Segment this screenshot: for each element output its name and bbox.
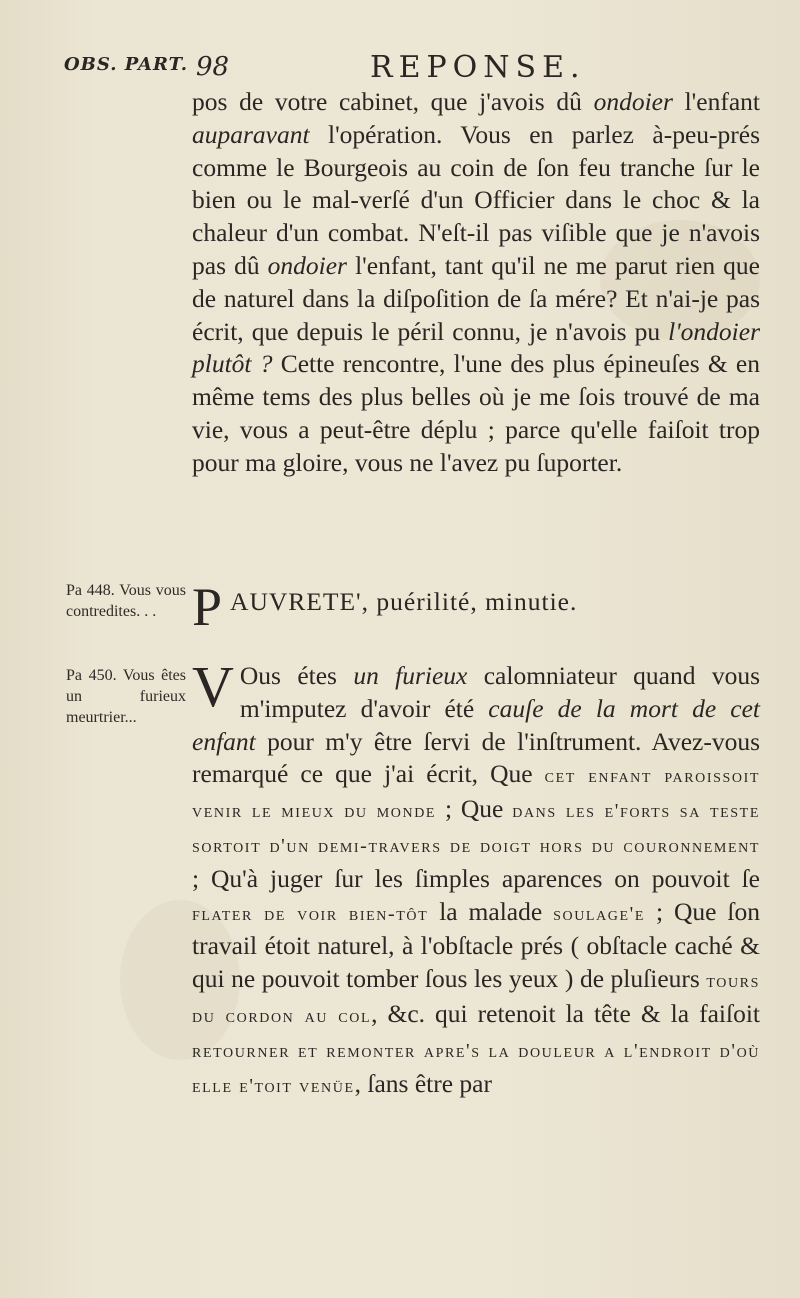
text-run: ; Que xyxy=(436,794,513,824)
italic-text: ondoier xyxy=(267,250,347,280)
text-run: pour m'y être ſervi de l'inſtrument. Avez-vous remarqué ce que j'ai écrit, Que xyxy=(192,726,760,789)
page-number: 98 xyxy=(196,52,230,82)
margin-note-2: Pa 450. Vous êtes un furieux meurtrier... xyxy=(66,667,186,726)
text-run: , ſans être par xyxy=(354,1068,492,1098)
heading-text: AUVRETE', puérilité, minutie. xyxy=(230,587,578,616)
running-title-left: OBS. PART. xyxy=(64,54,188,75)
italic-text: l'ondoier plutôt ? xyxy=(192,316,760,379)
text-run: ; Que ſon travail étoit naturel, à l'obſtacle prés ( obſtacle caché & qui ne pouvoit tomber ſous les yeux ) de pluſieurs xyxy=(192,896,760,994)
small-caps-text: soulage'e xyxy=(553,902,646,925)
text-run: la malade xyxy=(428,896,554,926)
paragraph-1 xyxy=(192,86,760,480)
text-run: Ous étes xyxy=(239,661,354,690)
small-caps-text: tours du cordon au col xyxy=(192,970,760,1027)
small-caps-text: retourner et remonter apre's la douleur a l'endroit d'où elle e'toit venüe xyxy=(192,1039,760,1097)
italic-text: cauſe de la mort de cet enfant xyxy=(192,693,760,756)
italic-text: ondoier xyxy=(593,87,673,116)
paragraph-2 xyxy=(192,654,761,1102)
text-run: , &c. qui retenoit la tête & la faiſoit xyxy=(371,998,760,1028)
text-run: ; Qu'à juger ſur les ſimples aparences on pouvoit ſe xyxy=(192,863,760,893)
page-title: REPONSE. xyxy=(370,50,586,85)
text-run: pos de votre cabinet, que j'avois dû xyxy=(192,87,594,116)
italic-text: un furieux xyxy=(353,661,468,690)
heading-initial: P xyxy=(192,577,223,637)
small-caps-text: cet enfant paroissoit venir le mieux du monde xyxy=(192,765,760,823)
small-caps-text: flater de voir bien-tôt xyxy=(192,902,429,925)
text-run: Cette rencontre, l'une des plus épineuſes & en même tems des plus belles où je me ſois trouvé de ma vie, vous a peut-être déplu ; parce qu'elle faiſoit trop pour ma gloire, vous ne l'avez pu ſuporter. xyxy=(192,349,760,477)
section-heading xyxy=(192,577,760,637)
text-run: calomniateur quand vous m'imputez d'avoir été xyxy=(239,661,761,723)
text-run: l'enfant, tant qu'il ne me parut rien que de naturel dans la diſpoſition de ſa mére? Et n'ai-je pas écrit, que depuis le péril connu, je n'avois pu xyxy=(192,250,760,346)
margin-note-1: Pa 448. Vous vous contredites. . . xyxy=(66,582,186,620)
text-run: l'opération. Vous en parlez à-peu-prés comme le Bourgeois au coin de ſon feu tranche ſur le bien ou le mal-verſé d'un Officier dans le choc & la chaleur d'un combat. N'eſt-il pas viſible que je n'avois pas dû xyxy=(192,119,760,280)
italic-text: auparavant xyxy=(192,119,310,149)
text-run: l'enfant xyxy=(672,87,760,116)
drop-cap: V xyxy=(192,654,234,719)
small-caps-text: dans les e'forts sa teste sortoit d'un demi-travers de doigt hors du couronnement xyxy=(192,800,760,857)
